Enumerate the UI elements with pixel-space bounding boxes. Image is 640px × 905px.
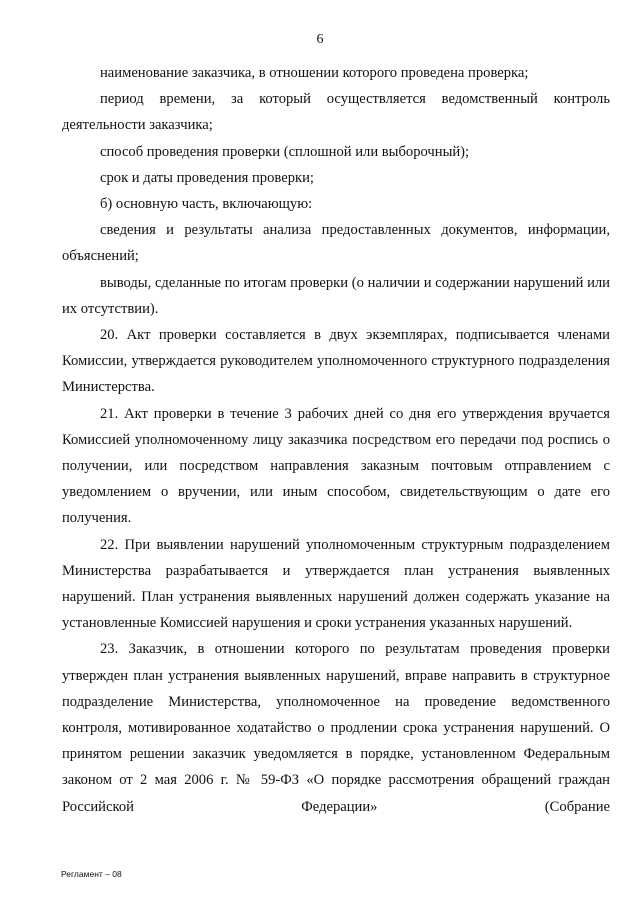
paragraph-control-period: период времени, за который осуществляется ведомственный контроль деятельности заказчика; [62, 91, 610, 134]
paragraph-22: 22. При выявлении нарушений уполномоченным структурным подразделением Министерства разрабатывается и утверждается план устранения выявленных нарушений. План устранения выявленных нарушений должен содержать указание на установленные Комиссией нарушения и сроки устранения указанных нарушений. [62, 536, 610, 632]
paragraph-23: 23. Заказчик, в отношении которого по результатам проведения проверки утвержден план устранения выявленных нарушений, вправе направить в структурное подразделение Министерства, уполномоченное на проведение ведомственного контроля, мотивированное ходатайство о продлении срока устранения нарушений. О принятом решении заказчик уведомляется в порядке, установленном Федеральным законом от 2 мая 2006 г. № 59-ФЗ «О порядке рассмотрения обращений граждан Российской Федерации» (Собрание [62, 641, 610, 815]
paragraph-conclusions: выводы, сделанные по итогам проверки (о наличии и содержании нарушений или их отсутствии). [62, 274, 610, 317]
paragraph-analysis-results: сведения и результаты анализа предоставленных документов, информации, объяснений; [62, 222, 610, 265]
document-body [62, 60, 610, 820]
paragraph-20: 20. Акт проверки составляется в двух экземплярах, подписывается членами Комиссии, утверждается руководителем уполномоченного структурного подразделения Министерства. [62, 327, 610, 396]
paragraph-main-part: б) основную часть, включающую: [100, 196, 313, 213]
paragraph-inspection-dates: срок и даты проведения проверки; [100, 169, 314, 186]
paragraph-21: 21. Акт проверки в течение 3 рабочих дней со дня его утверждения вручается Комиссией уполномоченному лицу заказчика посредством его передачи под роспись о получении, или посредством направления заказным почтовым отправлением с уведомлением о вручении, или иным способом, свидетельствующим о дате его получения. [62, 405, 610, 527]
paragraph-customer-name: наименование заказчика, в отношении которого проведена проверка; [100, 65, 529, 81]
page-number: 6 [316, 32, 324, 47]
footer-label: Регламент – 08 [61, 869, 122, 879]
paragraph-inspection-method: способ проведения проверки (сплошной или выборочный); [100, 143, 470, 160]
